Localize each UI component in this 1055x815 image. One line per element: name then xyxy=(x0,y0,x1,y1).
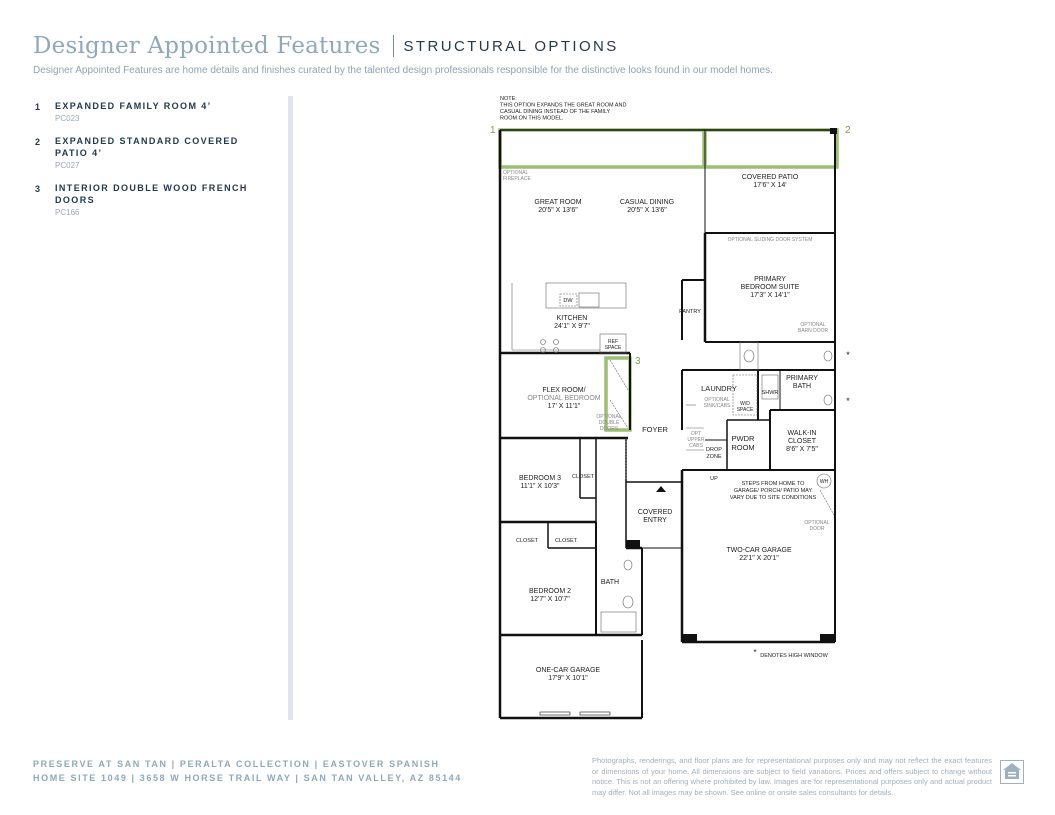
covered-entry-label: COVERED ENTRY xyxy=(637,509,673,524)
bedroom2-label: BEDROOM 2 12'7" X 10'7" xyxy=(528,588,572,603)
primary-bath-label: PRIMARY BATH xyxy=(786,375,818,390)
great-room-label: GREAT ROOM 20'5" X 13'6" xyxy=(534,199,582,214)
option-label: EXPANDED STANDARD COVERED PATIO 4’ xyxy=(55,136,239,158)
bath-label: BATH xyxy=(600,579,620,586)
option-2-highlight xyxy=(705,130,837,167)
dw-label: DW xyxy=(563,298,573,304)
optional-door-label: OPTIONAL DOOR xyxy=(804,520,830,532)
option-code: PC023 xyxy=(55,114,80,123)
high-window-star: * xyxy=(846,396,850,406)
laundry-label: LAUNDRY xyxy=(701,384,737,393)
option-number: 1 xyxy=(35,102,41,112)
marker-1: 1 xyxy=(490,125,496,136)
footer-community: PRESERVE AT SAN TAN | PERALTA COLLECTION | EASTOVER SPANISH xyxy=(33,759,440,769)
option-code: PC027 xyxy=(55,161,80,170)
closet-label: CLOSET xyxy=(554,538,578,544)
two-car-garage-label: TWO-CAR GARAGE 22'1" X 20'1" xyxy=(726,547,792,562)
optional-sink-label: OPTIONAL SINK/CABS xyxy=(703,397,731,409)
option-label: INTERIOR DOUBLE WOOD FRENCH DOORS xyxy=(55,183,248,205)
option-number: 2 xyxy=(35,137,41,147)
option-label: EXPANDED FAMILY ROOM 4’ xyxy=(55,101,212,111)
covered-patio-label: COVERED PATIO 17'6" X 14' xyxy=(741,174,799,189)
ref-space-label: REF SPACE xyxy=(604,339,622,351)
option-1-highlight xyxy=(500,130,704,167)
pwdr-room-label: PWDR ROOM xyxy=(731,434,755,452)
bedroom3-label: BEDROOM 3 11'1" X 10'3" xyxy=(518,475,562,490)
window-markers xyxy=(540,128,837,715)
page-title: Designer Appointed Features xyxy=(33,33,381,59)
high-window-star: * xyxy=(753,648,757,657)
drop-zone-label: DROP ZONE xyxy=(706,447,722,460)
optional-double-doors-label: OPTIONAL DOUBLE DOORS xyxy=(596,414,622,432)
footer-disclaimer: Photographs, renderings, and floor plans are for representational purposes only and may not reflect the exact features or dimensions of your home. All dimensions are subject to field variations. Prices and offers subject to change without notice. This is not an offering where prohibited by law. Images are for representational purposes only and actual product may differ. Not all images may be shown. See online or onsite sales consultants for details. xyxy=(592,756,992,797)
high-window-star: * xyxy=(846,350,850,360)
page-subtitle: STRUCTURAL OPTIONS xyxy=(403,37,619,55)
foyer-label: FOYER xyxy=(642,425,668,434)
option-code: PC166 xyxy=(55,208,80,217)
equal-housing-icon xyxy=(1000,760,1024,784)
closet-label: CLOSET xyxy=(515,538,539,544)
walk-in-closet-label: WALK-IN CLOSET 8'6" X 7'5" xyxy=(786,430,818,453)
sliding-door-label: OPTIONAL SLIDING DOOR SYSTEM xyxy=(727,237,813,243)
barn-door-label: OPTIONAL BARN DOOR xyxy=(797,322,829,334)
footer-address: HOME SITE 1049 | 3658 W HORSE TRAIL WAY | SAN TAN VALLEY, AZ 85144 xyxy=(33,773,462,783)
kitchen-label: KITCHEN 24'1" X 9'7" xyxy=(554,315,590,330)
shwr-label: SHWR xyxy=(761,390,779,396)
high-window-note: DENOTES HIGH WINDOW xyxy=(760,653,828,659)
opt-upper-cabs-label: OPT UPPER CABS xyxy=(687,431,705,449)
room-labels xyxy=(503,170,850,682)
primary-suite-label: PRIMARY BEDROOM SUITE 17'3" X 14'1" xyxy=(740,276,800,299)
wd-space-label: W/D SPACE xyxy=(736,401,754,413)
pantry-label: PANTRY xyxy=(679,309,701,315)
plan-note: NOTE: THIS OPTION EXPANDS THE GREAT ROOM AND CASUAL DINING INSTEAD OF THE FAMILY ROOM ON THIS MODEL. xyxy=(500,96,627,122)
option-number: 3 xyxy=(35,184,41,194)
marker-3: 3 xyxy=(635,356,641,367)
one-car-garage-label: ONE-CAR GARAGE 17'9" X 10'1" xyxy=(535,667,601,682)
closet-label: CLOSET xyxy=(571,474,595,480)
up-label: UP xyxy=(710,476,718,482)
optional-fireplace-label: OPTIONAL FIREPLACE xyxy=(503,170,531,182)
marker-2: 2 xyxy=(845,125,851,136)
fixture-details xyxy=(512,283,834,632)
walls xyxy=(500,130,837,718)
wh-label: WH xyxy=(819,479,829,485)
flex-room-label: FLEX ROOM/ OPTIONAL BEDROOM 17' X 11'1" xyxy=(527,387,601,410)
page-description: Designer Appointed Features are home details and finishes curated by the talented design professionals responsible for the distinctive looks found in our model homes. xyxy=(33,65,773,76)
steps-note: STEPS FROM HOME TO GARAGE/ PORCH/ PATIO MAY VARY DUE TO SITE CONDITIONS xyxy=(729,481,817,501)
casual-dining-label: CASUAL DINING 20'5" X 13'6" xyxy=(619,199,675,214)
